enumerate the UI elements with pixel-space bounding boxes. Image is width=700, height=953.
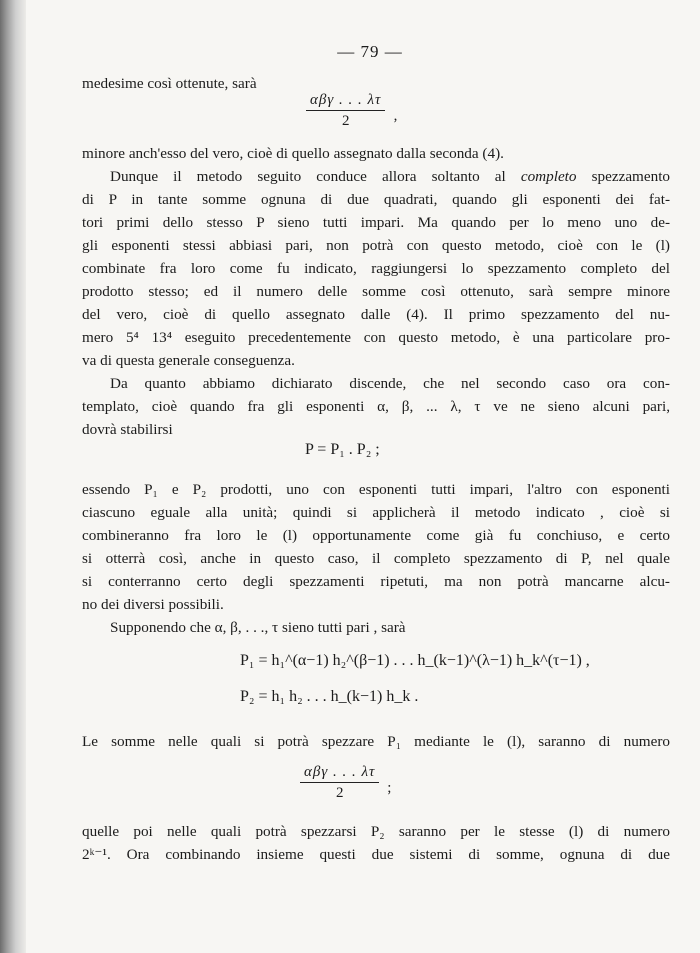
page-number: — 79 — bbox=[337, 42, 403, 61]
fraction-punctuation: ; bbox=[387, 780, 392, 796]
text-line: no dei diversi possibili. bbox=[82, 596, 224, 613]
text-span: Dunque il metodo seguito conduce allora soltanto al bbox=[110, 168, 506, 185]
text-line: essendo P₁ e P₂ prodotti, uno con esponenti tutti impari, l'altro con esponenti bbox=[82, 481, 670, 498]
paragraph-start-line: Supponendo che α, β, . . ., τ sieno tutti pari , sarà bbox=[110, 619, 406, 636]
text-line: di P in tante somme ognuna di due quadrati, quando gli esponenti dei fat- bbox=[82, 191, 670, 208]
fraction-denominator: 2 bbox=[341, 113, 350, 129]
text-line: tori primi dello stesso P sieno tutti impari. Ma quando per lo meno uno de- bbox=[82, 214, 670, 231]
equation: P₂ = h₁ h₂ . . . h_(k−1) h_k . bbox=[240, 688, 419, 705]
equation: P = P₁ . P₂ ; bbox=[305, 441, 380, 458]
text-line: si conterranno certo degli spezzamenti ripetuti, ma non potrà mancarne alcu- bbox=[82, 573, 670, 590]
text-line: ciascuno eguale alla unità; quindi si applicherà il metodo indicato , cioè si bbox=[82, 504, 670, 521]
equation: P₁ = h₁^(α−1) h₂^(β−1) . . . h_(k−1)^(λ−1) h_k^(τ−1) , bbox=[240, 652, 590, 669]
fraction-numerator: αβγ . . . λτ bbox=[306, 92, 385, 111]
fraction-numerator: αβγ . . . λτ bbox=[300, 764, 379, 783]
fraction-denominator: 2 bbox=[335, 785, 344, 801]
text-line: 2ᵏ⁻¹. Ora combinando insieme questi due sistemi di somme, ognuna di due bbox=[82, 846, 670, 863]
text-line: gli esponenti stessi abbiasi pari, non potrà con questo metodo, cioè con le (l) bbox=[82, 237, 670, 254]
text-line: va di questa generale conseguenza. bbox=[82, 352, 295, 369]
text-span: spezzamento bbox=[591, 168, 671, 185]
text-line: dovrà stabilirsi bbox=[82, 421, 173, 438]
text-line: templato, cioè quando fra gli esponenti α, β, ... λ, τ ve ne sieno alcuni pari, bbox=[82, 398, 670, 415]
text-line: del vero, cioè di quello assegnato dalle (4). Il primo spezzamento del nu- bbox=[82, 306, 670, 323]
text-line: si otterrà così, anche in questo caso, il completo spezzamento di P, nel quale bbox=[82, 550, 670, 567]
fraction-punctuation: , bbox=[393, 108, 398, 124]
fraction-formula bbox=[300, 764, 392, 803]
text-line: Le somme nelle quali si potrà spezzare P₁ mediante le (l), saranno di numero bbox=[82, 733, 670, 750]
paragraph-start-line: Da quanto abbiamo dichiarato discende, che nel secondo caso ora con- bbox=[110, 375, 670, 392]
text-line: prodotto stesso; ed il numero delle somme così ottenuto, sarà sempre minore bbox=[82, 283, 670, 300]
text-line: mero 5⁴ 13⁴ eseguito precedentemente con questo metodo, è una particolare pro- bbox=[82, 329, 670, 346]
text-line: quelle poi nelle quali potrà spezzarsi P₂ saranno per le stesse (l) di numero bbox=[82, 823, 670, 840]
paragraph-start-line bbox=[110, 165, 670, 189]
fraction-formula bbox=[306, 92, 398, 131]
text-line: medesime così ottenute, sarà bbox=[82, 75, 257, 92]
text-line: combineranno fra loro le (l) opportunamente come già fu conchiuso, e certo bbox=[82, 527, 670, 544]
text-line: minore anch'esso del vero, cioè di quello assegnato dalla seconda (4). bbox=[82, 145, 504, 162]
italic-term: completo bbox=[520, 168, 577, 185]
text-line: combinate fra loro come fu indicato, raggiungersi lo spezzamento completo del bbox=[82, 260, 670, 277]
